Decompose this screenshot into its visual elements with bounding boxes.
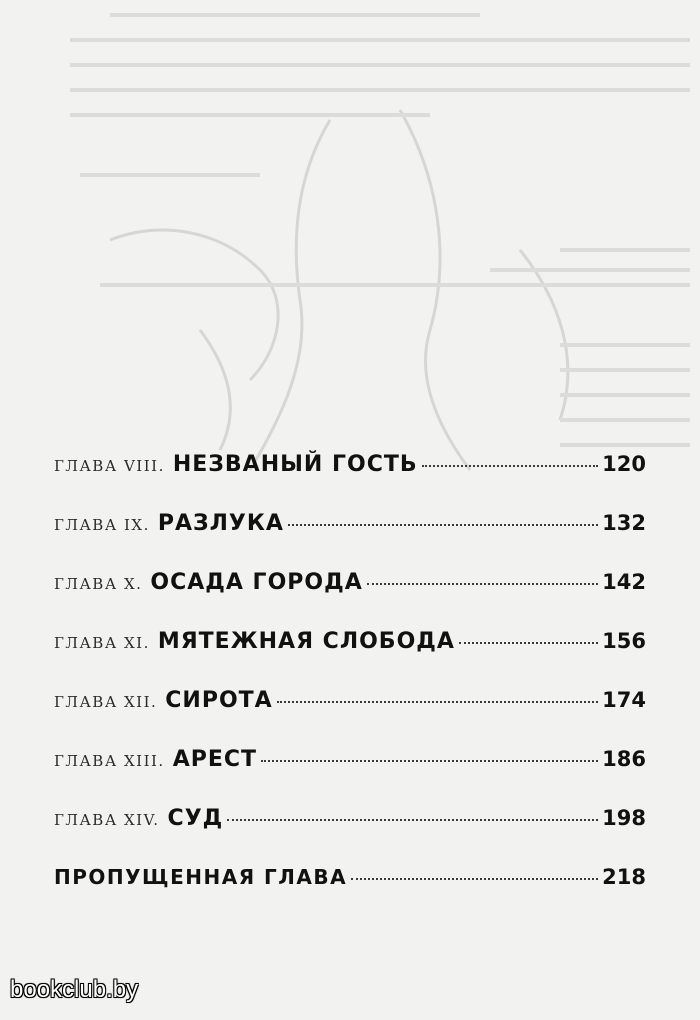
toc-entry <box>54 452 646 511</box>
dot-leader <box>277 701 598 703</box>
page-number: 174 <box>602 688 646 712</box>
page-number: 186 <box>602 747 646 771</box>
toc-entry <box>54 511 646 570</box>
toc-entry <box>54 629 646 688</box>
toc-entry <box>54 806 646 865</box>
chapter-number: ГЛАВА IX. <box>54 516 150 534</box>
dot-leader <box>288 524 598 526</box>
dot-leader <box>261 760 598 762</box>
chapter-title: АРЕСТ <box>172 747 258 772</box>
chapter-number: ГЛАВА VIII. <box>54 457 165 475</box>
page-number: 142 <box>602 570 646 594</box>
chapter-title: МЯТЕЖНАЯ СЛОБОДА <box>157 629 455 654</box>
chapter-number: ГЛАВА XIII. <box>54 752 165 770</box>
page-number: 198 <box>602 806 646 830</box>
table-of-contents <box>54 452 646 924</box>
chapter-title: ПРОПУЩЕННАЯ ГЛАВА <box>54 865 348 889</box>
toc-entry <box>54 865 646 924</box>
chapter-title: НЕЗВАНЫЙ ГОСТЬ <box>172 452 418 477</box>
chapter-number: ГЛАВА XI. <box>54 634 150 652</box>
chapter-number: ГЛАВА XIV. <box>54 811 160 829</box>
page-number: 218 <box>602 865 646 889</box>
page-number: 132 <box>602 511 646 535</box>
toc-entry <box>54 570 646 629</box>
toc-entry <box>54 747 646 806</box>
dot-leader <box>459 642 598 644</box>
chapter-title: СИРОТА <box>165 688 273 713</box>
page-number: 120 <box>602 452 646 476</box>
dot-leader <box>422 465 599 467</box>
dot-leader <box>227 819 598 821</box>
dot-leader <box>351 878 598 880</box>
toc-entry <box>54 688 646 747</box>
chapter-title: РАЗЛУКА <box>157 511 284 536</box>
chapter-number: ГЛАВА XII. <box>54 693 158 711</box>
chapter-number: ГЛАВА X. <box>54 575 143 593</box>
page-number: 156 <box>602 629 646 653</box>
watermark: bookclub.by <box>10 976 139 1003</box>
chapter-title: ОСАДА ГОРОДА <box>150 570 363 595</box>
dot-leader <box>367 583 598 585</box>
chapter-title: СУД <box>167 806 224 831</box>
